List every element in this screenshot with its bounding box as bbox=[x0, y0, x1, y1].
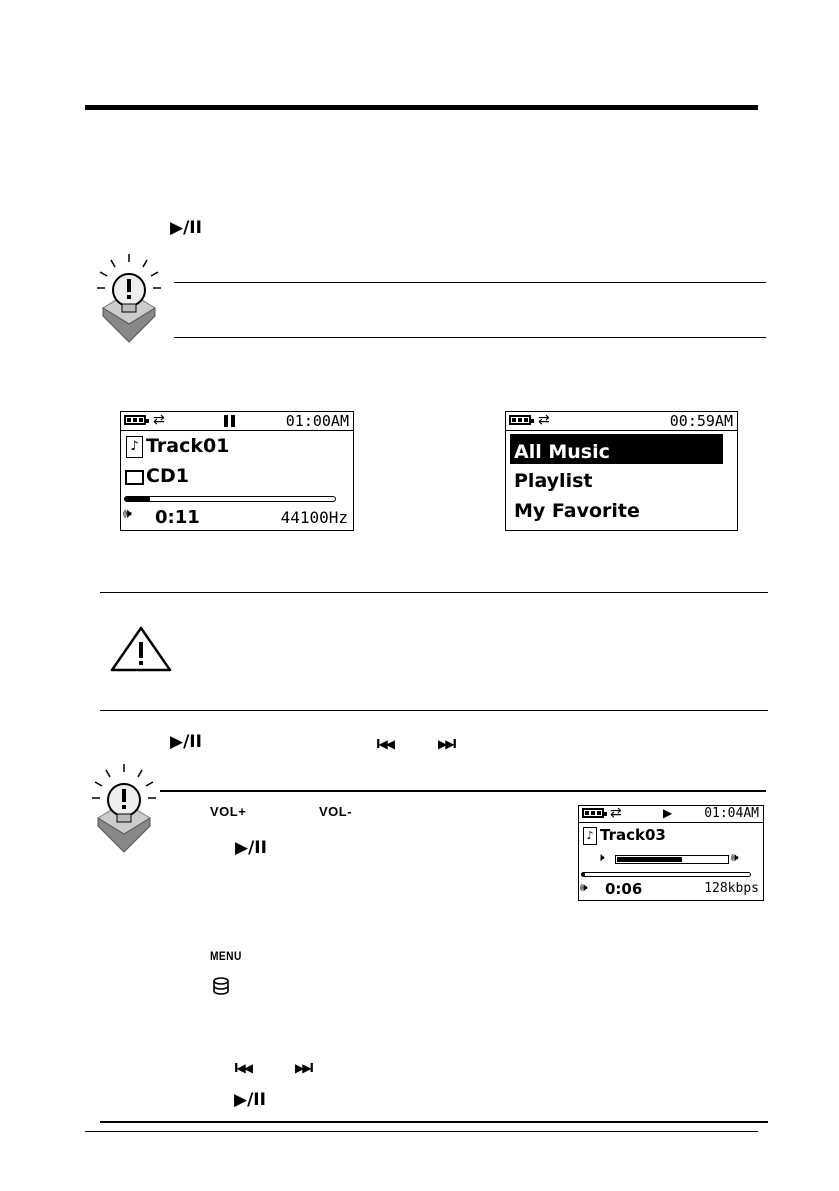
next-track-icon: ▶▶I bbox=[295, 1061, 312, 1075]
music-file-icon: ♪ bbox=[583, 827, 597, 845]
speaker-icon: 🕪 bbox=[123, 506, 132, 522]
player-screen-volume bbox=[578, 805, 764, 901]
play-pause-icon: ▶/II bbox=[235, 838, 267, 858]
folder-name: CD1 bbox=[146, 465, 189, 487]
sample-rate: 44100Hz bbox=[280, 508, 348, 527]
caution-rule-bottom bbox=[100, 710, 768, 711]
folder-icon bbox=[125, 470, 144, 485]
previous-track-icon: I◀◀ bbox=[376, 737, 393, 751]
repeat-icon: ⇄ bbox=[610, 805, 622, 821]
tip-lightbulb-icon bbox=[88, 762, 160, 854]
menu-item-playlist[interactable]: Playlist bbox=[514, 470, 593, 492]
track-name: Track01 bbox=[146, 435, 230, 457]
progress-fill bbox=[582, 873, 585, 876]
pause-icon-bar bbox=[231, 415, 235, 427]
elapsed-time: 0:11 bbox=[155, 507, 200, 528]
tip-rule-top bbox=[174, 282, 766, 283]
caution-icon bbox=[109, 625, 173, 673]
progress-bar bbox=[581, 872, 751, 877]
play-icon: ▶ bbox=[663, 806, 673, 820]
clock-text: 00:59AM bbox=[669, 412, 733, 430]
vol-minus-button-label: VOL- bbox=[319, 804, 353, 819]
battery-icon bbox=[509, 415, 531, 425]
clock-text: 01:00AM bbox=[285, 412, 349, 430]
status-bar bbox=[579, 806, 763, 823]
battery-icon bbox=[582, 808, 604, 818]
volume-bar bbox=[615, 855, 729, 864]
elapsed-time: 0:06 bbox=[605, 880, 643, 898]
next-track-icon: ▶▶I bbox=[438, 737, 455, 751]
clock-text: 01:04AM bbox=[704, 806, 759, 821]
header-rule bbox=[85, 105, 758, 110]
previous-track-icon: I◀◀ bbox=[234, 1061, 251, 1075]
volume-down-icon: 🕨 bbox=[597, 850, 605, 864]
play-pause-icon: ▶/II bbox=[170, 218, 202, 238]
player-screen-playback bbox=[120, 411, 354, 531]
music-file-icon: ♪ bbox=[126, 436, 143, 458]
menu-button-label: MENU bbox=[210, 949, 242, 963]
status-bar bbox=[121, 412, 353, 431]
repeat-icon: ⇄ bbox=[153, 412, 165, 428]
play-pause-icon: ▶/II bbox=[170, 732, 202, 752]
footer-rule-thick bbox=[100, 1121, 768, 1123]
tip-rule-bottom bbox=[174, 337, 766, 338]
player-screen-menu bbox=[505, 411, 738, 531]
tip-lightbulb-icon bbox=[93, 252, 165, 344]
volume-up-icon: 🕪 bbox=[731, 850, 739, 864]
progress-fill bbox=[125, 497, 150, 501]
progress-bar bbox=[124, 496, 336, 502]
battery-icon bbox=[124, 415, 146, 425]
status-bar bbox=[506, 412, 737, 431]
footer-rule-thin bbox=[85, 1131, 758, 1132]
bitrate: 128kbps bbox=[704, 881, 759, 896]
caution-rule-top bbox=[100, 592, 768, 593]
menu-item-my-favorite[interactable]: My Favorite bbox=[514, 500, 640, 522]
vol-plus-button-label: VOL+ bbox=[210, 804, 247, 819]
tip2-rule-top bbox=[160, 790, 766, 792]
repeat-icon: ⇄ bbox=[538, 412, 550, 428]
speaker-icon: 🕪 bbox=[580, 880, 588, 894]
volume-fill bbox=[617, 857, 682, 862]
play-pause-icon: ▶/II bbox=[234, 1090, 266, 1110]
track-name: Track03 bbox=[600, 826, 666, 844]
database-icon bbox=[212, 977, 230, 995]
pause-icon bbox=[224, 415, 228, 427]
menu-item-all-music[interactable]: All Music bbox=[514, 441, 610, 463]
